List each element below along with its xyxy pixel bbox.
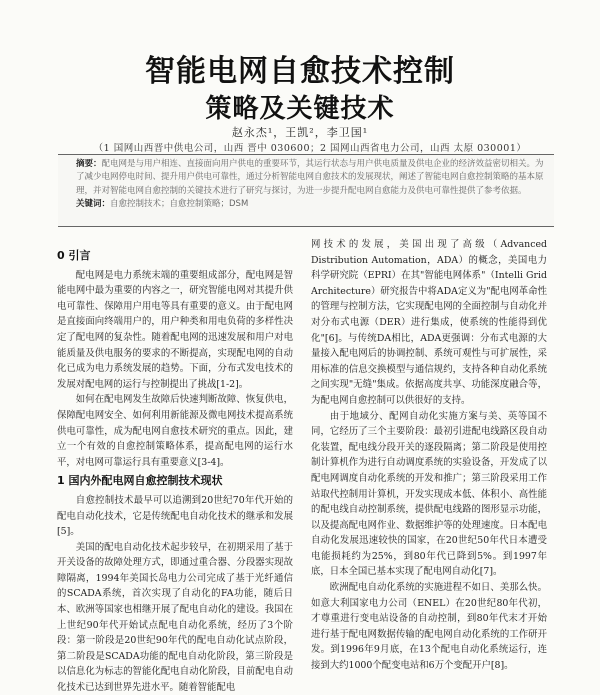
abstract-paragraph	[76, 158, 548, 198]
title-line-2: 策略及关键技术	[205, 94, 395, 124]
section-1-paragraph-1: 自愈控制技术最早可以追溯到20世纪70年代开始的配电自动化技术，它是传统配电自动化技术的继承和发展[5]。	[57, 494, 293, 538]
title-line-1: 智能电网自愈技术控制	[145, 54, 455, 89]
abstract-label: 摘要：	[76, 159, 102, 169]
abstract-text: 配电网是与用户相连、直接面向用户供电的重要环节，其运行状态与用户供电质量及供电企业的经济效益密切相关。为了减少电网停电时间、提升用户供电可靠性，通过分析智能电网自愈技术的发展现状，阐述了智能电网自愈控制策略的基本原理，并对智能电网自愈控制的关键技术进行了研究与探讨，为进一步提升配电网自愈能力及供电可靠性提供了参考依据。	[76, 159, 544, 196]
keywords-paragraph	[76, 198, 548, 211]
left-column	[57, 245, 293, 695]
right-paragraph-1: 网技术的发展，美国出现了高级（Advanced Distribution Automation，ADA）的概念，美国电力科学研究院（EPRI）在其"智能电网体系"（Intelli Grid Architecture）研究报告中将ADA定义为"配电网革命性的管理与控制方法，它实现配电网的全面控制与自动化并对分布式电源（DER）进行集成，使系统的性能得到优化"[6]。与传统DA相比，ADA更强调：分布式电源的大量接入配电网后的协调控制、系统可观性与可扩展性，采用标准的信息交换模型与通信规约，支持各种自动化系统之间实现"无缝"集成。依据高度共享、功能深度融合等，为配电网自愈控制可以供很好的支持。	[311, 239, 547, 406]
keywords-text: 自愈控制技术；自愈控制策略；DSM	[110, 198, 249, 209]
section-0-paragraph-2: 如何在配电网发生故障后快速判断故障、恢复供电，保障配电网安全、如何利用新能源及微电网技术提高系统供电可靠性，成为配电网自愈技术研究的重点。因此，建立一个有效的自愈控制策略体系，提高配电网的运行水平，对电网可靠运行具有重要意义[3-4]。	[57, 394, 293, 468]
section-1-paragraph-2: 美国的配电自动化技术起步较早，在初期采用了基于开关设备的故障处理方式，即通过重合器、分段器实现故障隔离，1994年美国长岛电力公司完成了基于光纤通信的SCADA系统，首次实现了自动化的FA功能，随后日本、欧洲等国家也相继开展了配电自动化的建设。我国在上世纪90年代开始试点配电自动化系统，经历了3个阶段：第一阶段是20世纪90年代的配电自动化试点阶段，第二阶段是SCADA功能的配电自动化阶段，第三阶段是以信息化为标志的智能化配电自动化阶段，目前配电自动化技术已达到世界先进水平。随着智能配电	[57, 541, 293, 694]
right-column	[311, 237, 547, 687]
abstract-box	[58, 154, 554, 227]
section-0-heading: 0 引言	[57, 249, 91, 262]
authors: 赵永杰¹，王凯²，李卫国¹	[231, 126, 369, 139]
section-0-paragraph-1: 配电网是电力系统末端的重要组成部分，配电网是智能电网中最为重要的内容之一，研究智能电网对其提升供电可靠性、保障用户用电等具有重要的意义。由于配电网是直接面向终端用户的，用户种类和用电负荷的多样性决定了配电网的复杂性。随着配电网的迅速发展和用户对电能质量及供电服务的要求的不断提高，实现配电网的自动化已成为电力系统发展的趋势。下面，分布式发电技术的发展对配电网的运行与控制提出了挑战[1-2]。	[57, 269, 293, 390]
right-paragraph-3: 欧洲配电自动化系统的实施进程不如日、美那么快。如意大利国家电力公司（ENEL）在20世纪80年代初，才尊重进行变电站设备的自动控制，到80年代末才开始进行基于配电网数据传输的配电网自动化系统的工作研开发。到1996年9月底，在13个配电自动化系统运行，连接到大约1000个配变电站和6万个变配开户[8]。	[311, 582, 547, 672]
keywords-label: 关键词：	[76, 198, 111, 209]
right-paragraph-2: 由于地域分、配网自动化实施方案与美、英等国不同，它经历了三个主要阶段：最初引进配电线路区段自动化装置，配电线分段开关的逐段隔离；第二阶段是使用控制计算机作为进行自动调度系统的实验设备，开发成了以配电网调度自动化系统的开发和推广；第三阶段采用工作站取代控制用计算机，开发实现成本低、体积小、高性能的配电线自动控制系统，提供配电线路的图形显示功能，以及提高配电网作业、数据维护等的处理速度。日本配电自动化发展迅速较快的国家，在20世纪50年代日本遭受电能损耗约为25%，到80年代已降到5%。到1997年底，日本全国已基本实现了配电网自动化[7]。	[311, 410, 547, 578]
affiliation: （1 国网山西晋中供电公司，山西 晋中 030600；2 国网山西省电力公司，山西 太原 030001）	[93, 143, 527, 154]
section-1-heading: 1 国内外配电网自愈控制技术现状	[57, 474, 223, 488]
